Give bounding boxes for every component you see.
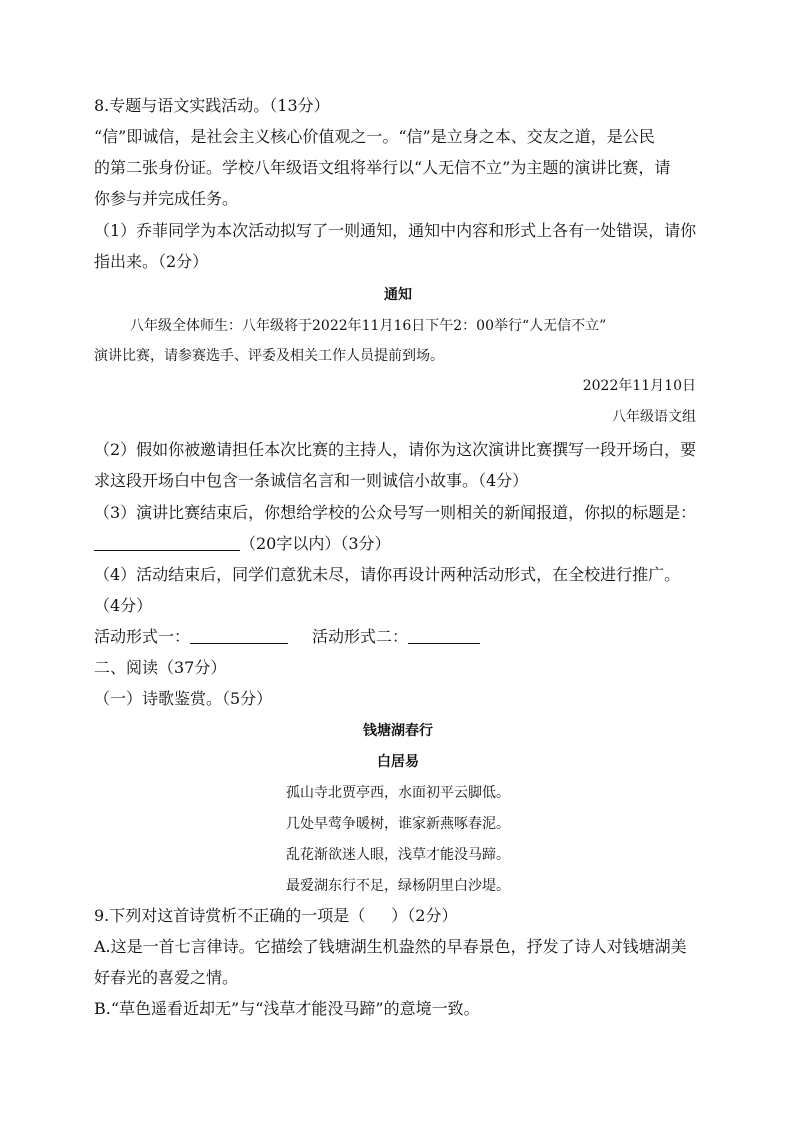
- poem-title: 钱塘湖春行: [363, 723, 433, 739]
- q8-sub2-line-1: （2）假如你被邀请担任本次比赛的主持人，请你为这次演讲比赛撰写一段开场白，要: [94, 440, 697, 459]
- notice-body-line-1: 八年级全体师生：八年级将于2022年11月16日下午2：00举行“人无信不立”: [130, 318, 607, 334]
- notice-title: 通知: [384, 287, 412, 303]
- q9-stem-pre: 9.下列对这首诗赏析不正确的一项是（: [94, 906, 366, 925]
- q8-title: 8.专题与语文实践活动。（13分）: [94, 96, 330, 115]
- notice-date: 2022年11月10日: [582, 378, 696, 394]
- section2-title: 二、阅读（37分）: [94, 658, 227, 677]
- q8-sub1-line-2: 指出来。（2分）: [94, 252, 209, 271]
- activity-forms-row: [94, 627, 480, 647]
- q9-stem: [94, 906, 457, 926]
- q8-intro-line-2: 的第二张身份证。学校八年级语文组将举行以“人无信不立”为主题的演讲比赛，请: [94, 158, 671, 177]
- q8-sub3-line-2: [94, 534, 391, 554]
- q9-option-b: B.“草色遥看近却无”与“浅草才能没马蹄”的意境一致。: [94, 999, 480, 1018]
- form1-label: 活动形式一：: [94, 627, 191, 646]
- q8-sub4-line-1: （4）活动结束后，同学们意犹未尽，请你再设计两种活动形式，在全校进行推广。: [94, 565, 681, 584]
- poem-author: 白居易: [377, 754, 419, 770]
- headline-answer-blank[interactable]: [94, 534, 240, 551]
- q8-sub1-line-1: （1）乔菲同学为本次活动拟写了一则通知，通知中内容和形式上各有一处错误，请你: [94, 221, 697, 240]
- poem-line: 孤山寺北贾亭西，水面初平云脚低。: [286, 785, 510, 801]
- q8-sub3-suffix: （20字以内）（3分）: [240, 534, 391, 553]
- q8-sub2-line-2: 求这段开场白中包含一条诚信名言和一则诚信小故事。（4分）: [94, 471, 529, 490]
- q8-sub3-line-1: （3）演讲比赛结束后，你想给学校的公众号写一则相关的新闻报道，你拟的标题是：: [94, 503, 697, 522]
- poem-line: 乱花渐欲迷人眼，浅草才能没马蹄。: [286, 847, 510, 863]
- form1-answer-blank[interactable]: [190, 627, 288, 644]
- q9-option-a-line-2: 好春光的喜爱之情。: [94, 968, 239, 987]
- notice-signer: 八年级语文组: [612, 409, 696, 425]
- form2-label: 活动形式二：: [312, 627, 409, 646]
- q8-intro-line-3: 你参与并完成任务。: [94, 189, 239, 208]
- form2-answer-blank[interactable]: [408, 627, 480, 644]
- poem-line: 最爱湖东行不足，绿杨阴里白沙堤。: [286, 878, 510, 894]
- q8-sub4-line-2: （4分）: [94, 596, 153, 615]
- poem-line: 几处早莺争暖树，谁家新燕啄春泥。: [286, 816, 510, 832]
- q9-option-a-line-1: A.这是一首七言律诗。它描绘了钱塘湖生机盎然的早春景色，抒发了诗人对钱塘湖美: [94, 937, 687, 956]
- q8-intro-line-1: “信”即诚信，是社会主义核心价值观之一。“信”是立身之本、交友之道，是公民: [94, 127, 655, 146]
- q9-stem-post: ）（2分）: [391, 906, 458, 925]
- notice-body-line-2: 演讲比赛，请参赛选手、评委及相关工作人员提前到场。: [94, 348, 444, 364]
- section2-part1: （一）诗歌鉴赏。（5分）: [94, 689, 273, 708]
